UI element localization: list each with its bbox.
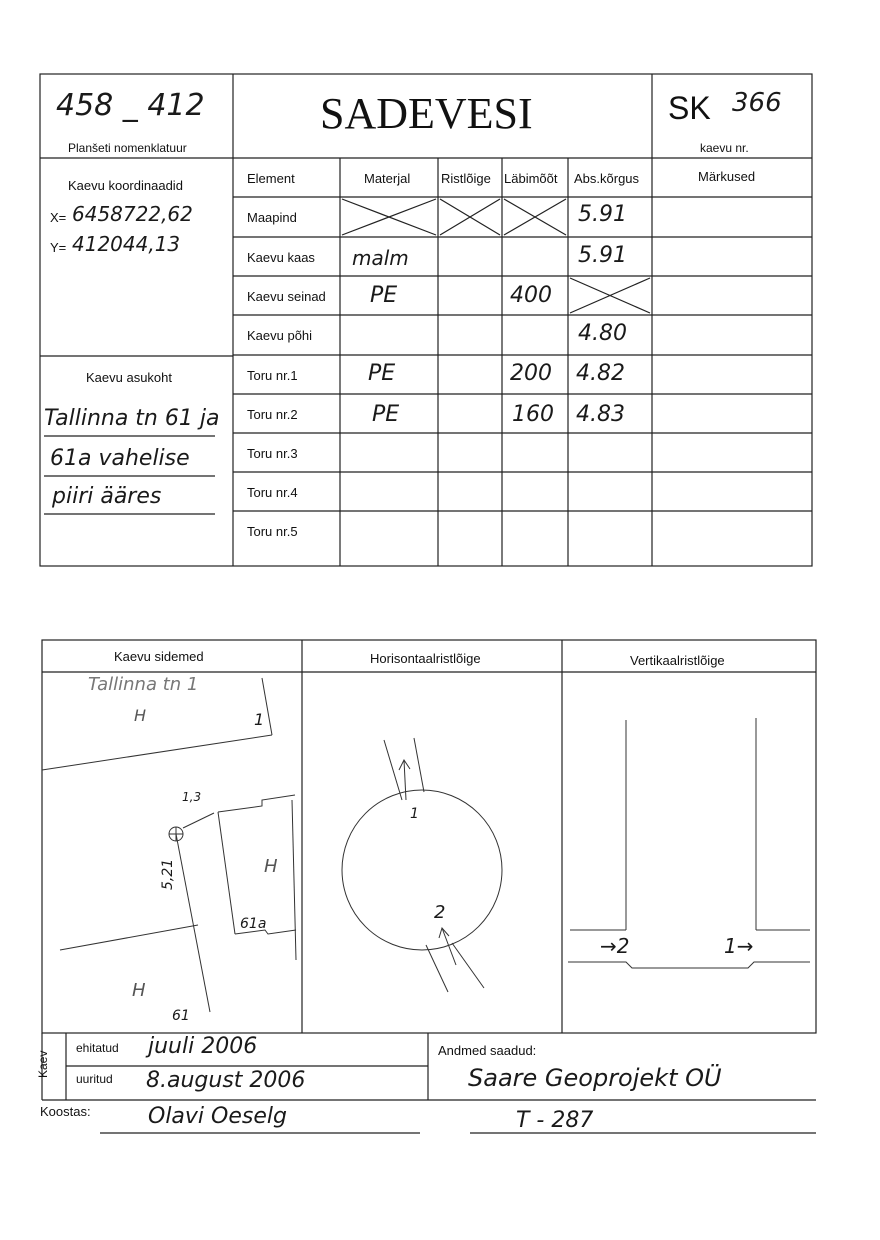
nomenclature-label: Planšeti nomenklatuur	[68, 141, 187, 155]
row-element: Kaevu põhi	[247, 328, 313, 343]
col-header-diameter: Läbimõõt	[504, 171, 558, 186]
diameter-value: 200	[510, 361, 552, 386]
material-value: PE	[370, 283, 398, 308]
well-number: 366	[732, 88, 782, 118]
col-header-notes: Märkused	[698, 169, 756, 184]
data-source-label: Andmed saadud:	[438, 1043, 537, 1058]
vertical-pipe-2-label: →2	[600, 934, 630, 958]
document-code: T - 287	[516, 1108, 594, 1133]
data-source-value: Saare Geoprojekt OÜ	[468, 1064, 722, 1092]
well-number-label: kaevu nr.	[700, 141, 749, 155]
built-label: ehitatud	[76, 1041, 119, 1055]
abs-height-value: 5.91	[578, 243, 627, 268]
coord-x-value: 6458722,62	[72, 202, 193, 226]
diagram-border	[42, 640, 816, 1033]
row-element: Toru nr.4	[247, 485, 298, 500]
built-value: juuli 2006	[148, 1034, 258, 1059]
location-line-3: piiri ääres	[52, 484, 162, 509]
coord-y-label: Y=	[50, 240, 67, 255]
side-label: Kaev	[36, 1050, 50, 1078]
material-value: PE	[368, 361, 396, 386]
street-label: Tallinna tn 1	[88, 674, 199, 695]
location-line-2: 61a vahelise	[50, 446, 190, 471]
location-line-1: Tallinna tn 61 ja	[44, 406, 220, 431]
building-h-label: H	[132, 980, 146, 1001]
lot-number-label: 1	[254, 710, 265, 729]
lot-61-label: 61	[172, 1008, 190, 1024]
row-element: Kaevu kaas	[247, 250, 315, 265]
abs-height-value: 4.82	[576, 361, 625, 386]
vertical-pipe-1-label: 1→	[724, 934, 754, 958]
distance-label: 1,3	[182, 790, 202, 804]
row-element: Toru nr.3	[247, 446, 298, 461]
horizontal-section	[342, 738, 502, 992]
well-prefix: SK	[668, 90, 711, 126]
diameter-value: 400	[510, 283, 552, 308]
compiled-label: Koostas:	[40, 1104, 91, 1119]
diameter-value: 160	[512, 402, 554, 427]
col-header-cross-section: Ristlõige	[441, 171, 491, 186]
col-header-material: Materjal	[364, 171, 411, 186]
row-element: Toru nr.1	[247, 368, 298, 383]
coord-y-value: 412044,13	[72, 232, 181, 256]
row-element: Maapind	[247, 210, 297, 225]
horizontal-section-title: Horisontaalristlõige	[370, 651, 481, 666]
pipe-2-label: 2	[434, 902, 446, 923]
vertical-section	[568, 718, 810, 968]
nomenclature-value: 458 _ 412	[56, 88, 205, 123]
connections-title: Kaevu sidemed	[114, 649, 204, 664]
material-value: malm	[352, 246, 409, 270]
vertical-section-title: Vertikaalristlõige	[630, 653, 725, 668]
material-value: PE	[372, 402, 400, 427]
surveyed-label: uuritud	[76, 1072, 113, 1086]
lot-61a-label: 61a	[240, 916, 267, 932]
abs-height-value: 4.80	[578, 321, 627, 346]
building-h-label: H	[134, 706, 147, 725]
col-header-abs-height: Abs.kõrgus	[574, 171, 640, 186]
row-element: Toru nr.2	[247, 407, 298, 422]
distance-label: 5,21	[160, 858, 176, 890]
row-element: Kaevu seinad	[247, 289, 326, 304]
building-h-label: H	[264, 856, 278, 877]
abs-height-value: 4.83	[576, 402, 625, 427]
location-label: Kaevu asukoht	[86, 370, 173, 385]
surveyed-value: 8.august 2006	[146, 1068, 306, 1093]
row-element: Toru nr.5	[247, 524, 298, 539]
page-title: SADEVESI	[320, 89, 533, 138]
pipe-1-label: 1	[410, 806, 419, 822]
abs-height-value: 5.91	[578, 202, 627, 227]
compiled-value: Olavi Oeselg	[148, 1104, 287, 1129]
coords-label: Kaevu koordinaadid	[68, 178, 183, 193]
coord-x-label: X=	[50, 210, 67, 225]
col-header-element: Element	[247, 171, 295, 186]
